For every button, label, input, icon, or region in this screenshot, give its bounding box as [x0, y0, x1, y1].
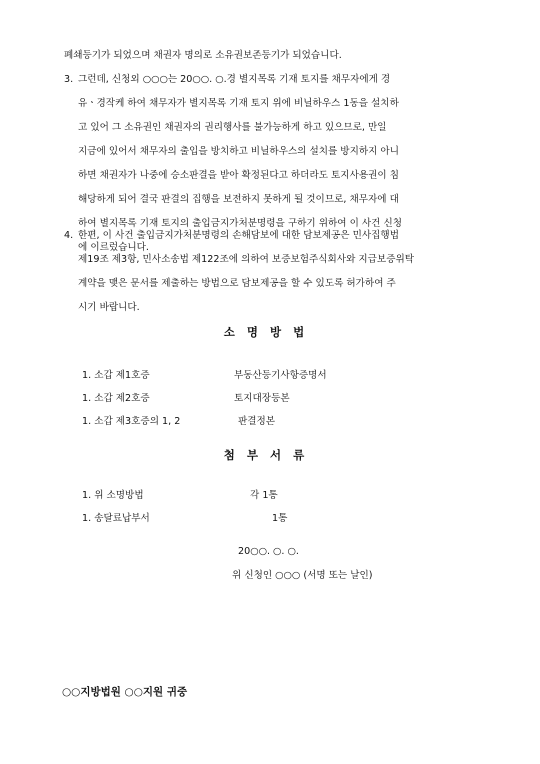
paragraph-line: 제19조 제3항, 민사소송법 제122조에 의하여 보증보험주식회사와 지급보증위탁 [78, 254, 414, 265]
list-item [82, 507, 462, 530]
paragraph-line: 한편, 이 사건 출입금지가처분명령의 손해담보에 대한 담보제공은 민사집행법 [78, 230, 399, 241]
paragraph-line: 해당하게 되어 결국 판결의 집행을 보전하지 못하게 될 것이므로, 채무자에 대 [78, 194, 399, 205]
paragraph-line: 계약을 맺은 문서를 제출하는 방법으로 담보제공을 할 수 있도록 허가하여 주 [78, 278, 396, 289]
signature-date: 20○○. ○. ○. [238, 546, 299, 557]
paragraph-line: 지금에 있어서 채무자의 출입을 방치하고 비닐하우스의 설치를 방지하지 아니 [78, 146, 399, 157]
evidence-value: 토지대장등본 [234, 393, 290, 404]
attachment-count: 각 1통 [250, 490, 278, 501]
paragraph-line: 유ㆍ경작케 하여 채무자가 별지목록 기재 토지 위에 비닐하우스 1동을 설치하 [78, 98, 399, 109]
evidence-value: 판결정본 [238, 416, 276, 427]
attachment-label: 1. 위 소명방법 [82, 490, 144, 501]
paragraph-2-continuation [64, 44, 478, 68]
attachment-label: 1. 송달료납부서 [82, 513, 150, 524]
list-item [82, 410, 462, 433]
attachments-list [82, 484, 462, 530]
list-item [82, 364, 462, 387]
evidence-list [82, 364, 462, 433]
paragraph-line: 시기 바랍니다. [78, 302, 140, 313]
paragraph-line: 그런데, 신청외 ○○○는 20○○. ○.경 별지목록 기재 토지를 채무자에게 경 [78, 74, 391, 85]
evidence-section-title: 소명방법 [223, 325, 317, 339]
attachment-count: 1통 [272, 513, 288, 524]
paragraph-line: 에 이르렀습니다. [78, 242, 149, 253]
attachments-section-title: 첨부서류 [223, 448, 317, 462]
paragraph-line: 고 있어 그 소유권인 채권자의 권리행사를 불가능하게 하고 있으므로, 만일 [78, 122, 387, 133]
paragraph-line: 하여 별지목록 기재 토지의 출입금지가처분명령을 구하기 위하여 이 사건 신청 [78, 218, 403, 229]
evidence-label: 1. 소갑 제1호증 [82, 370, 150, 381]
paragraph-number: 4. [64, 230, 74, 241]
list-item [82, 484, 462, 507]
paragraph-4 [64, 224, 478, 320]
evidence-value: 부동산등기사항증명서 [234, 370, 327, 381]
evidence-label: 1. 소갑 제3호증의 1, 2 [82, 416, 181, 427]
paragraph-line: 폐쇄등기가 되었으며 채권자 명의로 소유권보존등기가 되었습니다. [64, 50, 342, 61]
court-addressee: ○○지방법원 ○○지원 귀중 [62, 686, 188, 698]
evidence-label: 1. 소갑 제2호증 [82, 393, 150, 404]
signature-applicant: 위 신청인 ○○○ (서명 또는 날인) [232, 570, 373, 581]
paragraph-number: 3. [64, 74, 74, 85]
paragraph-line: 하면 채권자가 나중에 승소판결을 받아 확정된다고 하더라도 토지사용권이 침 [78, 170, 399, 181]
list-item [82, 387, 462, 410]
